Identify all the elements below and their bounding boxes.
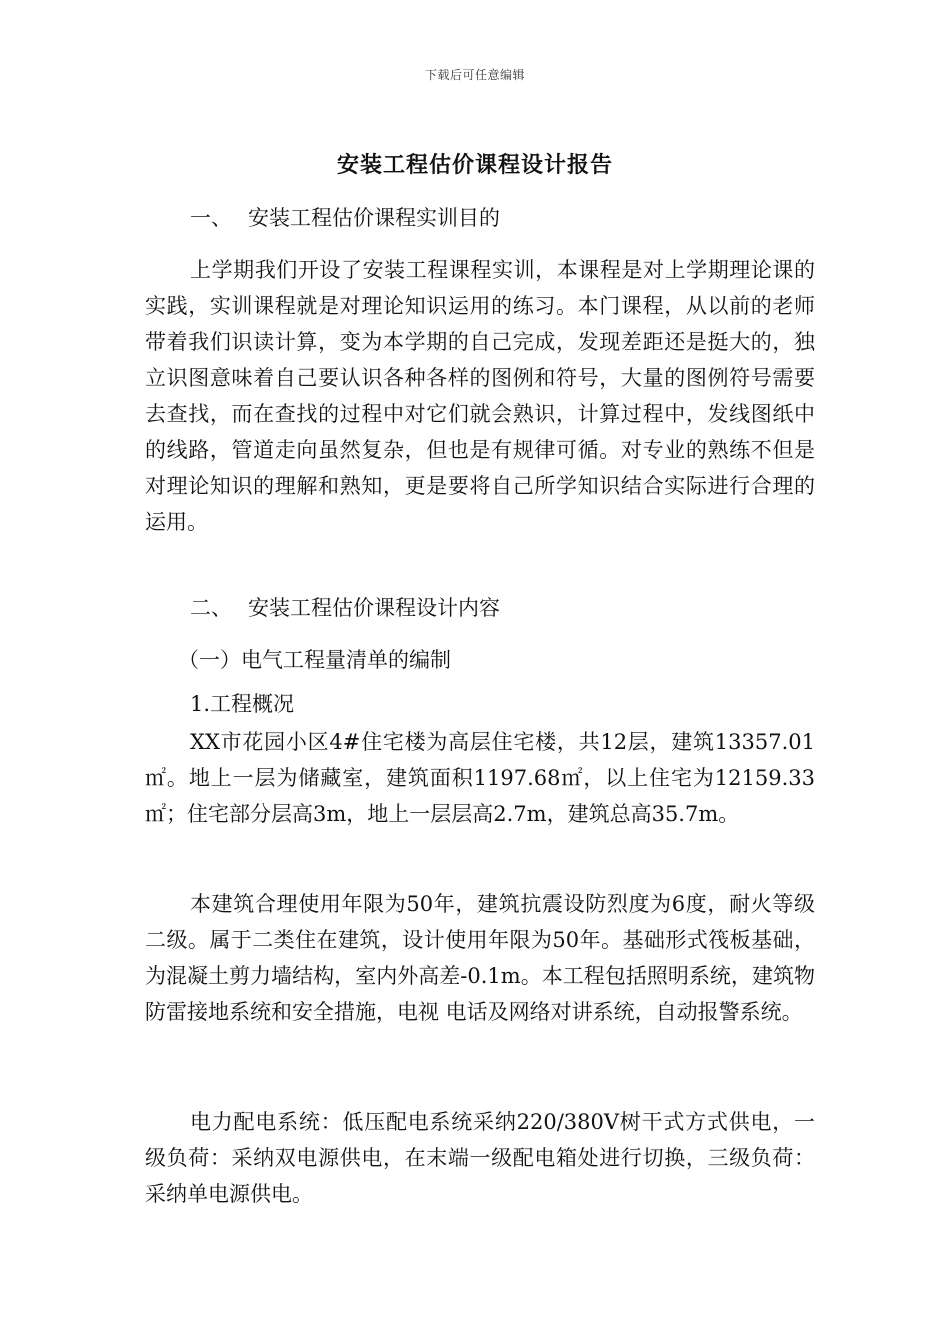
power-system-body (145, 1104, 815, 1212)
project-overview-body (145, 724, 815, 832)
section-heading-1 (190, 200, 500, 236)
paragraph: 上学期我们开设了安装工程课程实训，本课程是对上学期理论课的实践，实训课程就是对理论知识运用的练习。本门课程，从以前的老师带着我们识读计算，变为本学期的自己完成，发现差距还是挺大的，独立识图意味着自己要认识各种各样的图例和符号，大量的图例符号需要去查找，而在查找的过程中对它们就会熟识，计算过程中，发线图纸中的线路，管道走向虽然复杂，但也是有规律可循。对专业的熟练不但是对理论知识的理解和熟知，更是要将自己所学知识结合实际进行合理的运用。 (145, 258, 815, 534)
building-info-body (145, 886, 815, 1030)
section-number: 二、 (190, 596, 232, 620)
section-title: 安装工程估价课程设计内容 (248, 596, 500, 620)
item-heading: 1.工程概况 (190, 692, 295, 716)
page-title: 安装工程估价课程设计报告 (336, 152, 613, 178)
subsection-heading: （一）电气工程量清单的编制 (178, 648, 451, 672)
paragraph: 本建筑合理使用年限为50年，建筑抗震设防烈度为6度，耐火等级二级。属于二类住在建筑，设计使用年限为50年。基础形式筏板基础，为混凝土剪力墙结构，室内外高差-0.1m。本工程包括照明系统，建筑物防雷接地系统和安全措施，电视 电话及网络对讲系统，自动报警系统。 (145, 892, 815, 1024)
section-title: 安装工程估价课程实训目的 (248, 206, 500, 230)
paragraph: 电力配电系统：低压配电系统采纳220/380V树干式方式供电，一级负荷：采纳双电源供电，在末端一级配电箱处进行切换，三级负荷：采纳单电源供电。 (145, 1110, 815, 1206)
section-heading-2 (190, 590, 500, 626)
section-number: 一、 (190, 206, 232, 230)
paragraph: XX市花园小区4#住宅楼为高层住宅楼，共12层，建筑13357.01㎡。地上一层为储藏室，建筑面积1197.68㎡，以上住宅为12159.33㎡；住宅部分层高3m，地上一层层高2.7m，建筑总高35.7m。 (145, 730, 815, 826)
section-1-body (145, 252, 815, 540)
header-note: 下载后可任意编辑 (424, 68, 525, 82)
